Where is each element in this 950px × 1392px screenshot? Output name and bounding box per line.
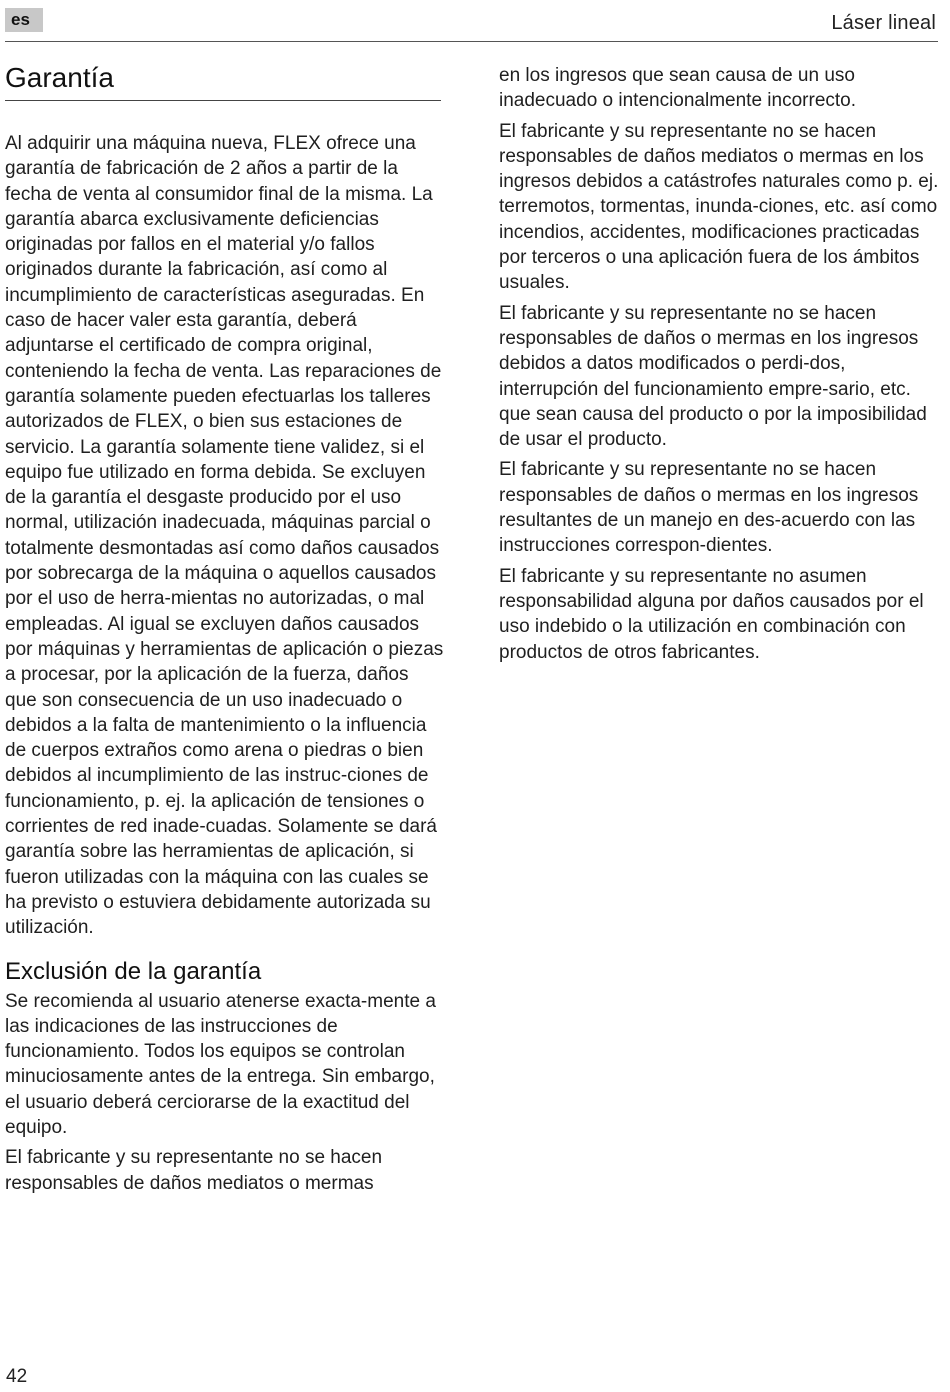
warranty-paragraph: Al adquirir una máquina nueva, FLEX ofrece una garantía de fabricación de 2 años a partir de la fecha de venta al consumidor final de la misma. La garantía abarca exclusivamente deficiencias originadas por fallos en el material y/o fallos originados durante la fabricación, así como al incumplimiento de características aseguradas. En caso de hacer valer esta garantía, deberá adjuntarse el certificado de compra original, conteniendo la fecha de venta. Las reparaciones de garantía solamente pueden efectuarlas los talleres autorizados de FLEX, o bien sus estaciones de servicio. La garantía solamente tiene validez, si el equipo fue utilizado en forma debida. Se excluyen de la garantía el desgaste producido por el uso normal, utilización inadecuada, máquinas parcial o totalmente desmontadas así como daños causados por sobrecarga de la máquina o aquellos causados por el uso de herra-mientas no autorizadas, o mal empleadas. Al igual se excluyen daños causados por máquinas y herramientas de aplicación o piezas a procesar, por la aplicación de la fuerza, daños que son consecuencia de un uso inadecuado o debidos a la falta de mantenimiento o la influencia de cuerpos extraños como arena o piedras o bien debidos al incumplimiento de las instruc-ciones de funcionamiento, p. ej. la aplicación de tensiones o corrientes de red inade-cuadas. Solamente se dará garantía sobre las herramientas de aplicación, si fueron utilizadas con la máquina con las cuales se ha previsto o estuviera debidamente autorizada su utilización. (5, 133, 444, 939)
page-number: 42 (6, 1366, 28, 1387)
exclusion-paragraph-natural-disasters: El fabricante y su representante no se hacen responsables de daños mediatos o mermas en los ingresos debidos a catástrofes naturales como p. ej. terremotos, tormentas, inunda-ciones, etc. así como incendios, accidentes, modificaciones practicadas por terceros o una aplicación fuera de los ámbitos usuales. (499, 120, 939, 294)
exclusion-paragraph-data-loss: El fabricante y su representante no se hacen responsables de daños o mermas en los ingresos debidos a datos modificados o perdi-dos, interrupción del funcionamiento empre-sario, etc. que sean causa del producto o por la imposibilidad de usar el producto. (499, 302, 927, 451)
right-column (499, 63, 939, 665)
header-divider (5, 41, 938, 42)
exclusion-paragraph-misuse: El fabricante y su representante no se hacen responsables de daños o mermas en los ingresos resultantes de un manejo en des-acuerdo con las instrucciones correspon-dientes. (499, 459, 919, 557)
left-column (5, 60, 445, 1196)
exclusion-paragraph-2: El fabricante y su representante no se hacen responsables de daños mediatos o mermas (5, 1147, 383, 1194)
warranty-title: Garantía (5, 60, 441, 101)
running-title: Láser lineal (831, 12, 936, 34)
exclusion-paragraph-1: Se recomienda al usuario atenerse exacta-mente a las indicaciones de las instrucciones de funcionamiento. Todos los equipos se controlan minuciosamente antes de la entrega. Sin embargo, el usuario deberá cerciorarse de la exactitud del equipo. (5, 990, 436, 1138)
language-badge: es (5, 8, 43, 32)
exclusion-paragraph-third-party: El fabricante y su representante no asumen responsabilidad alguna por daños causados por el uso indebido o la utilización en combinación con productos de otros fabricantes. (499, 565, 924, 663)
exclusion-paragraph-2-continued: en los ingresos que sean causa de un uso inadecuado o intencionalmente incorrecto. (499, 65, 857, 112)
exclusion-heading: Exclusión de la garantía (5, 957, 262, 985)
